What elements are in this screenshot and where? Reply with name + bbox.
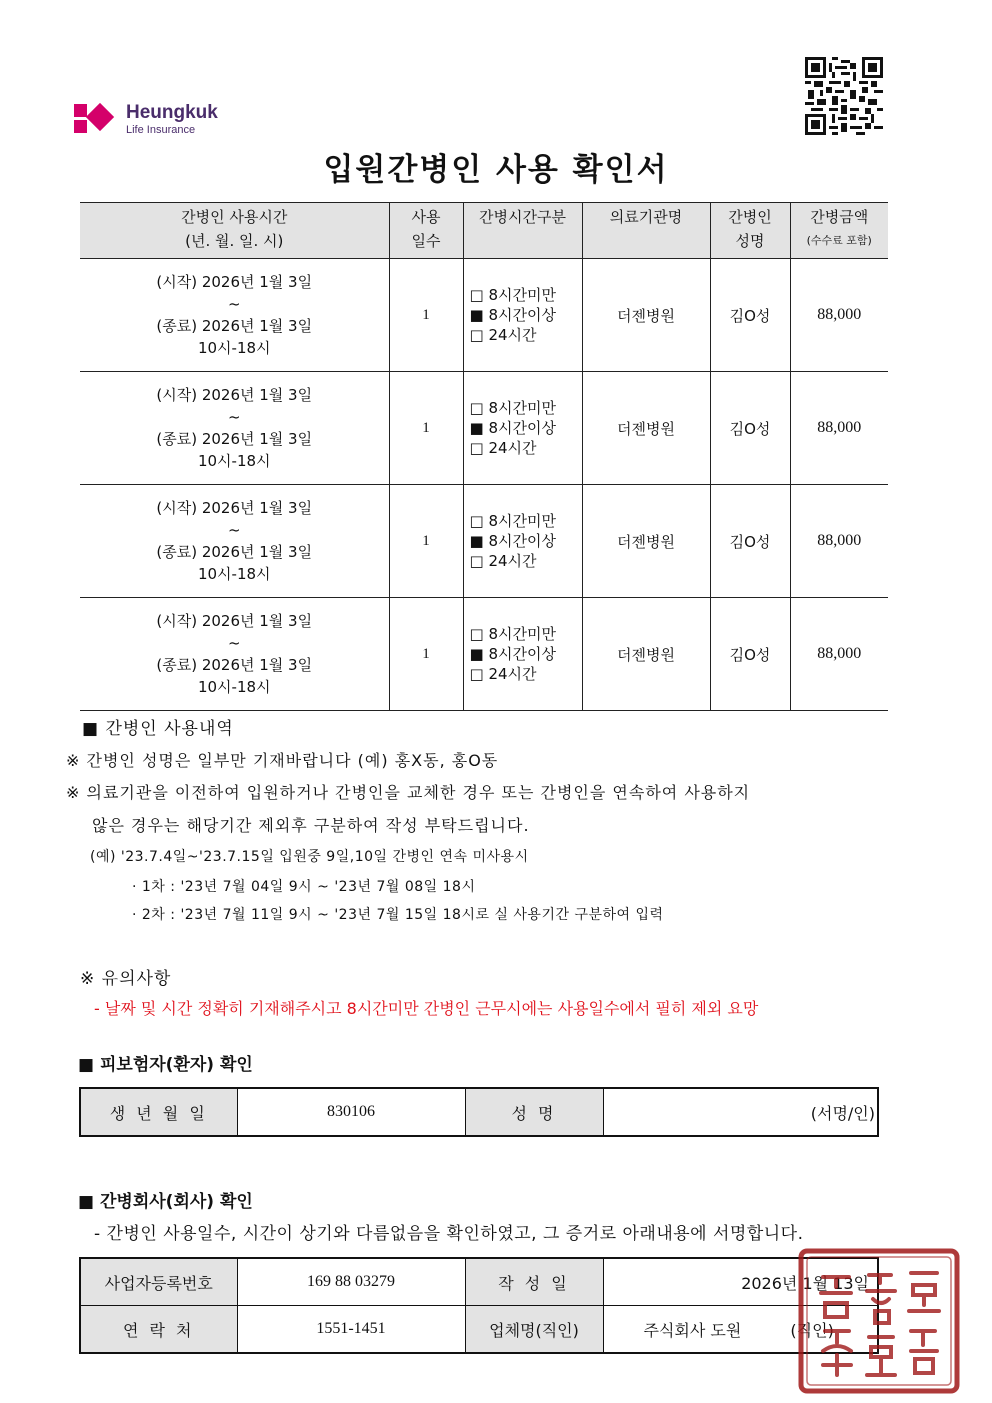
- kind-option-over-8h: ■ 8시간이상: [469, 645, 556, 663]
- date-label: 작 성 일: [465, 1258, 603, 1306]
- birth-value: 830106: [237, 1088, 465, 1136]
- caregiver-name-cell: 김O성: [710, 485, 790, 598]
- kind-option-24h: □ 24시간: [469, 552, 537, 570]
- kind-option-under-8h: □ 8시간미만: [469, 286, 556, 304]
- kind-cell: [463, 485, 582, 598]
- caregiver-name-cell: 김O성: [710, 372, 790, 485]
- header-name-label: 성명: [735, 232, 765, 250]
- amount-cell: 88,000: [790, 372, 888, 485]
- company-seal-stamp: [795, 1247, 963, 1395]
- hospital-cell: 더젠병원: [582, 372, 710, 485]
- period-hours: 10시-18시: [197, 678, 271, 696]
- contact-label: 연 락 처: [80, 1306, 237, 1354]
- usage-note-name: ※ 간병인 성명은 일부만 기재바랍니다 (예) 홍X동, 홍O동: [66, 751, 499, 770]
- usage-heading: ■ 간병인 사용내역: [82, 719, 234, 739]
- caregiver-name-cell: 김O성: [710, 259, 790, 372]
- usage-example: (예) '23.7.4일~'23.7.15일 입원중 9일,10일 간병인 연속 미사용시: [90, 849, 529, 865]
- insured-row: [80, 1088, 878, 1136]
- date-value: 2026년 1월 13일: [603, 1258, 878, 1306]
- header-days: [389, 203, 463, 259]
- qr-code-icon: [805, 57, 883, 135]
- reg-number-label: 사업자등록번호: [80, 1258, 237, 1306]
- kind-option-under-8h: □ 8시간미만: [469, 625, 556, 643]
- firm-label: 업체명(직인): [465, 1306, 603, 1354]
- company-logo: [74, 100, 254, 140]
- logo-square: [74, 104, 87, 117]
- period-tilde: ~: [227, 521, 241, 539]
- usage-note-transfer: ※ 의료기관을 이전하여 입원하거나 간병인을 교체한 경우 또는 간병인을 연속하여 사용하지: [66, 783, 751, 802]
- header-period-label: 간병인 사용시간: [181, 208, 288, 226]
- usage-example-second: · 2차 : '23년 7월 11일 9시 ~ '23년 7월 15일 18시로 실 사용기간 구분하여 입력: [132, 907, 664, 923]
- company-row: [80, 1258, 878, 1306]
- period-tilde: ~: [227, 295, 241, 313]
- kind-option-over-8h: ■ 8시간이상: [469, 306, 556, 324]
- signature-label: (서명/인): [810, 1103, 875, 1123]
- logo-brand: Heungkuk: [126, 102, 218, 123]
- table-row: [80, 259, 888, 372]
- period-cell: [80, 259, 389, 372]
- period-end: (종료) 2026년 1월 3일: [156, 543, 313, 561]
- header-amount-label: 간병금액: [810, 208, 869, 226]
- insured-table: [79, 1087, 879, 1137]
- header-period-format: (년. 월. 일. 시): [185, 232, 284, 250]
- kind-option-under-8h: □ 8시간미만: [469, 399, 556, 417]
- company-heading: ■ 간병회사(회사) 확인: [78, 1192, 253, 1212]
- period-end: (종료) 2026년 1월 3일: [156, 317, 313, 335]
- seal-label: (직인): [790, 1320, 834, 1340]
- caution-text: - 날짜 및 시간 정확히 기재해주시고 8시간미만 간병인 근무시에는 사용일수에서 필히 제외 요망: [94, 999, 759, 1018]
- contact-value: 1551-1451: [237, 1306, 465, 1354]
- days-cell: 1: [389, 372, 463, 485]
- birth-label: 생 년 월 일: [80, 1088, 237, 1136]
- amount-cell: 88,000: [790, 485, 888, 598]
- amount-cell: 88,000: [790, 598, 888, 711]
- kind-cell: [463, 598, 582, 711]
- header-kind: 간병시간구분: [463, 203, 582, 259]
- table-row: [80, 372, 888, 485]
- logo-subtitle: Life Insurance: [126, 124, 196, 136]
- header-period: [80, 203, 389, 259]
- period-tilde: ~: [227, 634, 241, 652]
- table-row: [80, 485, 888, 598]
- header-caregiver-name: [710, 203, 790, 259]
- period-tilde: ~: [227, 408, 241, 426]
- kind-cell: [463, 372, 582, 485]
- header-amount: [790, 203, 888, 259]
- company-table: [79, 1257, 879, 1354]
- days-cell: 1: [389, 259, 463, 372]
- header-amount-note: (수수료 포함): [806, 234, 872, 247]
- kind-option-24h: □ 24시간: [469, 665, 537, 683]
- period-cell: [80, 372, 389, 485]
- period-hours: 10시-18시: [197, 452, 271, 470]
- days-cell: 1: [389, 598, 463, 711]
- caution-heading: ※ 유의사항: [80, 969, 172, 989]
- kind-option-24h: □ 24시간: [469, 326, 537, 344]
- caregiver-usage-table: [80, 202, 888, 711]
- period-end: (종료) 2026년 1월 3일: [156, 430, 313, 448]
- days-cell: 1: [389, 485, 463, 598]
- caregiver-name-cell: 김O성: [710, 598, 790, 711]
- kind-cell: [463, 259, 582, 372]
- kind-option-over-8h: ■ 8시간이상: [469, 532, 556, 550]
- period-start: (시작) 2026년 1월 3일: [156, 273, 313, 291]
- kind-option-over-8h: ■ 8시간이상: [469, 419, 556, 437]
- firm-name: 주식회사 도원: [643, 1320, 742, 1340]
- amount-cell: 88,000: [790, 259, 888, 372]
- period-hours: 10시-18시: [197, 565, 271, 583]
- period-cell: [80, 485, 389, 598]
- header-name-label: 간병인: [728, 208, 772, 226]
- period-start: (시작) 2026년 1월 3일: [156, 386, 313, 404]
- period-cell: [80, 598, 389, 711]
- insured-heading: ■ 피보험자(환자) 확인: [78, 1055, 253, 1075]
- hospital-cell: 더젠병원: [582, 259, 710, 372]
- period-start: (시작) 2026년 1월 3일: [156, 612, 313, 630]
- period-start: (시작) 2026년 1월 3일: [156, 499, 313, 517]
- header-days-label: 일수: [411, 232, 441, 250]
- table-header-row: [80, 203, 888, 259]
- company-row: [80, 1306, 878, 1354]
- header-days-label: 사용: [411, 208, 441, 226]
- company-statement: - 간병인 사용일수, 시간이 상기와 다름없음을 확인하였고, 그 증거로 아래내용에 서명합니다.: [94, 1224, 804, 1244]
- hospital-cell: 더젠병원: [582, 598, 710, 711]
- hospital-cell: 더젠병원: [582, 485, 710, 598]
- usage-note-transfer-cont: 않은 경우는 해당기간 제외후 구분하여 작성 부탁드립니다.: [92, 816, 530, 835]
- period-hours: 10시-18시: [197, 339, 271, 357]
- insured-name-label: 성 명: [465, 1088, 603, 1136]
- table-row: [80, 598, 888, 711]
- kind-option-under-8h: □ 8시간미만: [469, 512, 556, 530]
- kind-option-24h: □ 24시간: [469, 439, 537, 457]
- header-hospital: 의료기관명: [582, 203, 710, 259]
- logo-square: [74, 120, 87, 133]
- document-title: 입원간병인 사용 확인서: [323, 152, 669, 188]
- insured-signature-field[interactable]: [603, 1088, 878, 1136]
- period-end: (종료) 2026년 1월 3일: [156, 656, 313, 674]
- logo-diamond: [86, 103, 114, 131]
- usage-example-first: · 1차 : '23년 7월 04일 9시 ~ '23년 7월 08일 18시: [132, 879, 476, 895]
- reg-number-value: 169 88 03279: [237, 1258, 465, 1306]
